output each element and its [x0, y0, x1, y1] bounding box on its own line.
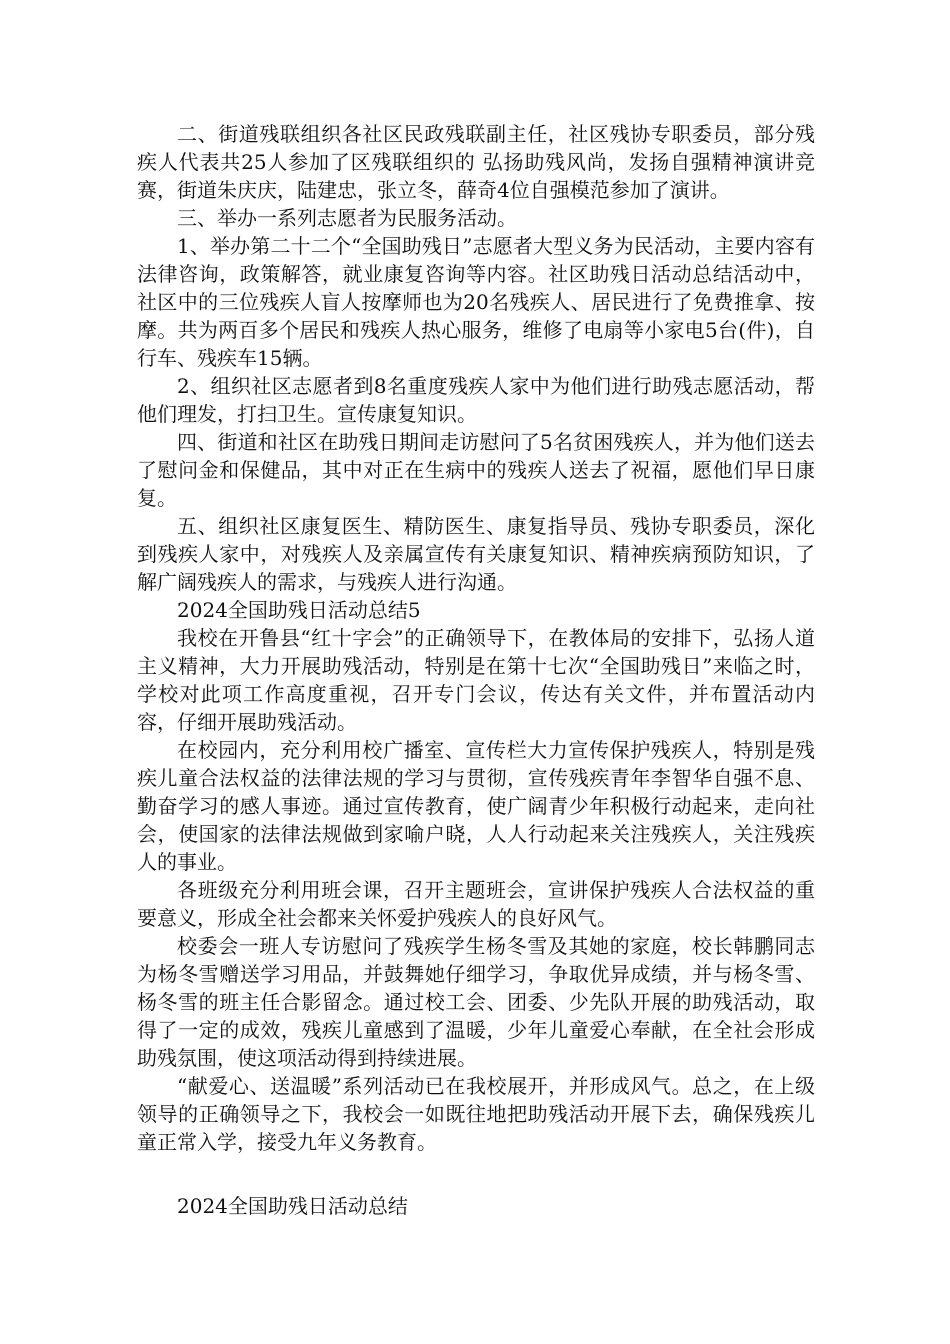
paragraph-condolence-visits: 四、街道和社区在助残日期间走访慰问了5名贫困残疾人，并为他们送去了慰问金和保健品，其中对正在生病中的残疾人送去了祝福，愿他们早日康复。 — [137, 430, 815, 510]
paragraph-home-visits: 2、组织社区志愿者到8名重度残疾人家中为他们进行助残志愿活动，帮他们理发，打扫卫生。宣传康复知识。 — [137, 374, 815, 426]
paragraph-love-warmth-campaign: “献爱心、送温暖”系列活动已在我校展开，并形成风气。总之，在上级领导的正确领导之下，我校会一如既往地把助残活动开展下去，确保残疾儿童正常入学，接受九年义务教育。 — [137, 1074, 815, 1154]
paragraph-volunteer-activities: 三、举办一系列志愿者为民服务活动。 — [177, 206, 517, 230]
paragraph-school-leadership: 我校在开鲁县“红十字会”的正确领导下，在教体局的安排下，弘扬人道主义精神，大力开展助残活动，特别是在第十七次“全国助残日”来临之时，学校对此项工作高度重视，召开专门会议，传达有关文件，并布置活动内容，仔细开展助残活动。 — [137, 626, 815, 734]
paragraph-student-visit: 校委会一班人专访慰问了残疾学生杨冬雪及其她的家庭，校长韩鹏同志为杨冬雪赠送学习用品，并鼓舞她仔细学习，争取优异成绩，并与杨冬雪、杨冬雪的班主任合影留念。通过校工会、团委、少先队开展的助残活动，取得了一定的成效，残疾儿童感到了温暖，少年儿童爱心奉献，在全社会形成助残氛围，使这项活动得到持续进展。 — [137, 934, 815, 1070]
paragraph-campus-publicity: 在校园内，充分利用校广播室、宣传栏大力宣传保护残疾人，特别是残疾儿童合法权益的法律法规的学习与贯彻，宣传残疾青年李智华自强不息、勤奋学习的感人事迹。通过宣传教育，使广阔青少年积极行动起来，走向社会，使国家的法律法规做到家喻户晓，人人行动起来关注残疾人，关注残疾人的事业。 — [137, 738, 815, 874]
paragraph-helping-day-event: 1、举办第二十二个“全国助残日”志愿者大型义务为民活动，主要内容有法律咨询，政策解答，就业康复咨询等内容。社区助残日活动总结活动中，社区中的三位残疾人盲人按摩师也为20名残疾人、居民进行了免费推拿、按摩。共为两百多个居民和残疾人热心服务，维修了电扇等小家电5台(件)，自行车、残疾车15辆。 — [137, 234, 815, 370]
paragraph-rehab-outreach: 五、组织社区康复医生、精防医生、康复指导员、残协专职委员，深化到残疾人家中，对残疾人及亲属宣传有关康复知识、精神疾病预防知识，了解广阔残疾人的需求，与残疾人进行沟通。 — [137, 514, 815, 594]
paragraph-gap — [137, 1156, 815, 1192]
section-heading-summary-5: 2024全国助残日活动总结5 — [177, 598, 421, 622]
paragraph-street-disability-speech: 二、街道残联组织各社区民政残联副主任，社区残协专职委员，部分残疾人代表共25人参加了区残联组织的 弘扬助残风尚，发扬自强精神演讲竞赛，街道朱庆庆，陆建忠，张立冬，薛奇4位自强模范参加了演讲。 — [137, 122, 815, 202]
document-body — [137, 120, 815, 1220]
paragraph-class-meetings: 各班级充分利用班会课，召开主题班会，宣讲保护残疾人合法权益的重要意义，形成全社会都来关怀爱护残疾人的良好风气。 — [137, 878, 815, 930]
section-heading-summary: 2024全国助残日活动总结 — [177, 1194, 408, 1218]
